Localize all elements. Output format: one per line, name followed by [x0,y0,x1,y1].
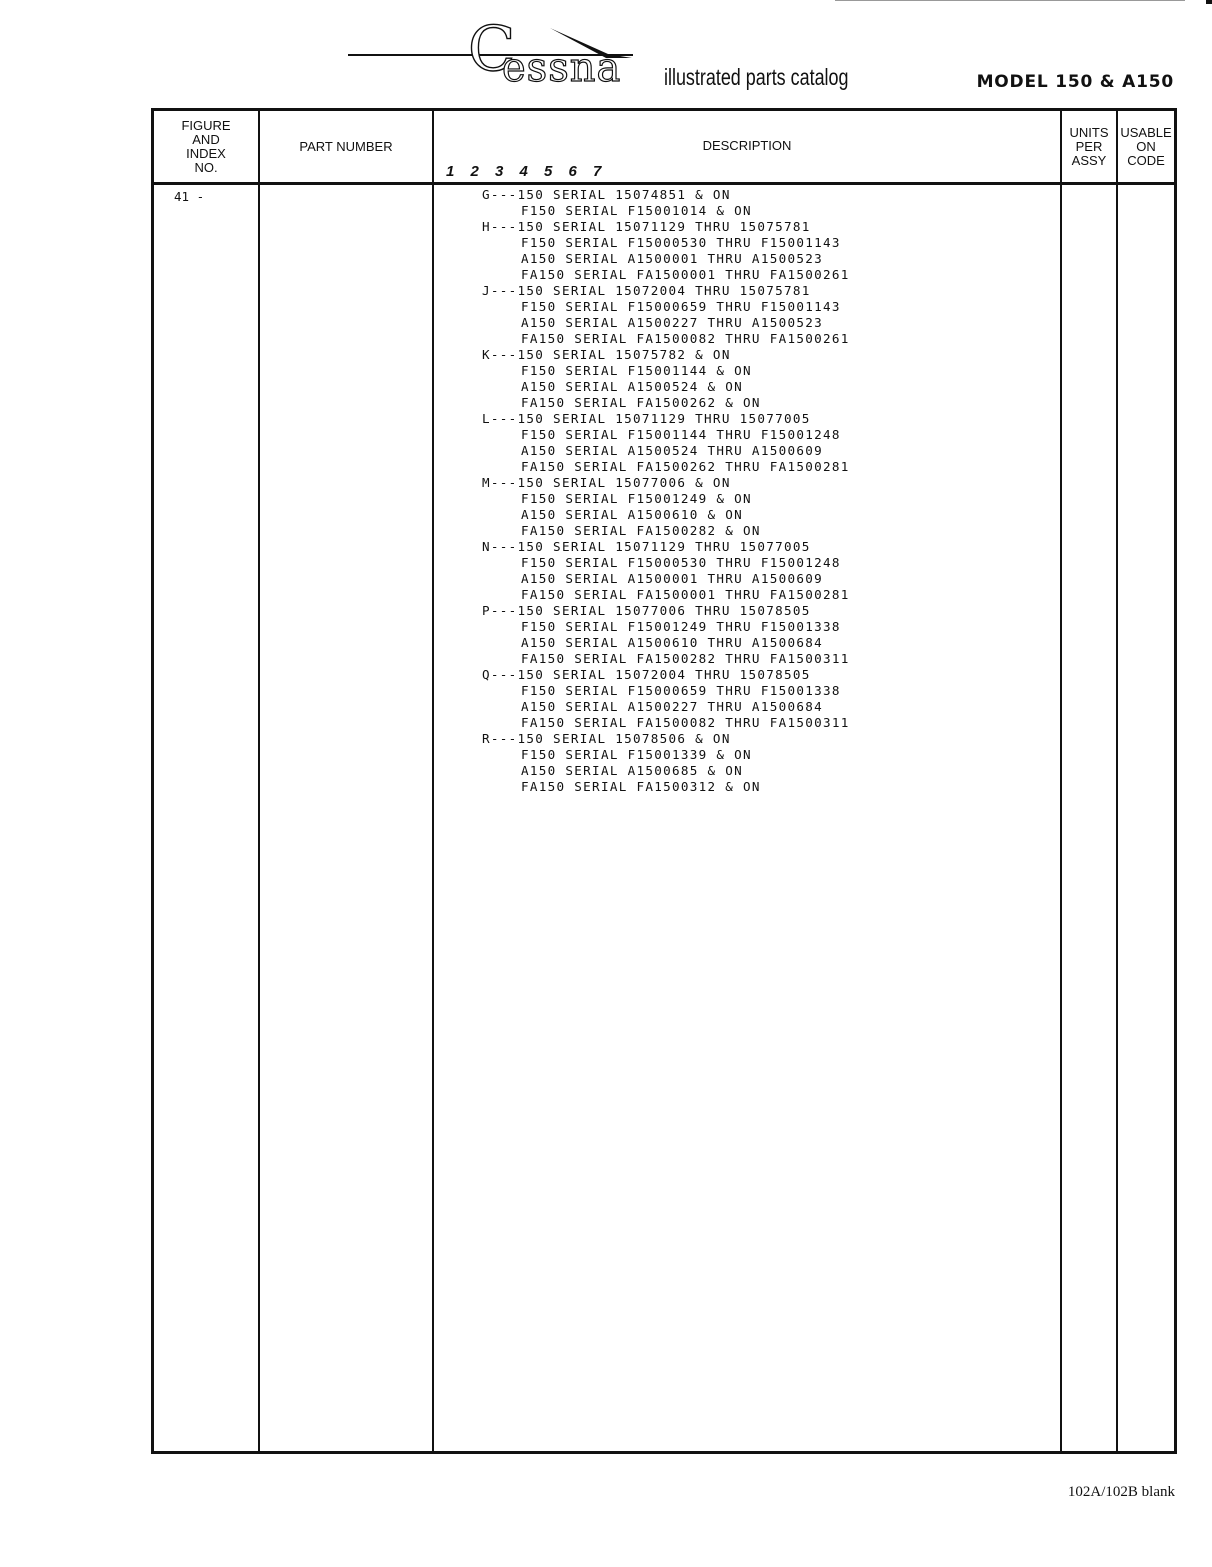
serial-range-line: F150 SERIAL F15001249 THRU F15001338 [521,619,841,634]
page-reference: 102A/102B blank [1067,1484,1175,1500]
index-number: 41 - [174,189,205,204]
serial-range-line: F150 SERIAL F15001144 & ON [521,363,752,378]
header-usable-line: CODE [1127,152,1165,168]
serial-code-line: J---150 SERIAL 15072004 THRU 15075781 [482,283,811,298]
serial-code-line: R---150 SERIAL 15078506 & ON [482,731,731,746]
header-usable-line: USABLE [1120,124,1172,140]
serial-range-line: FA150 SERIAL FA1500001 THRU FA1500261 [521,267,850,282]
header-usable-line: ON [1136,138,1156,154]
serial-range-line: A150 SERIAL A1500610 & ON [521,507,744,522]
serial-range-line: F150 SERIAL F15001249 & ON [521,491,752,506]
serial-code-line: M---150 SERIAL 15077006 & ON [482,475,731,490]
serial-range-line: FA150 SERIAL FA1500001 THRU FA1500281 [521,587,850,602]
model-label: MODEL 150 & A150 [976,72,1174,92]
serial-range-line: F150 SERIAL F15000659 THRU F15001338 [521,683,841,698]
serial-code-line: L---150 SERIAL 15071129 THRU 15077005 [482,411,811,426]
serial-range-line: F150 SERIAL F15001339 & ON [521,747,752,762]
serial-code-line: N---150 SERIAL 15071129 THRU 15077005 [482,539,811,554]
serial-range-line: A150 SERIAL A1500610 THRU A1500684 [521,635,823,650]
logo-wordmark: essna [502,45,622,91]
serial-range-line: FA150 SERIAL FA1500082 THRU FA1500261 [521,331,850,346]
cessna-logo [348,12,648,98]
column-divider [1116,111,1118,1451]
serial-code-line: H---150 SERIAL 15071129 THRU 15075781 [482,219,811,234]
serial-range-line: A150 SERIAL A1500001 THRU A1500609 [521,571,823,586]
column-divider [1060,111,1062,1451]
header-description-label: DESCRIPTION [702,138,792,153]
serial-code-line: Q---150 SERIAL 15072004 THRU 15078505 [482,667,811,682]
serial-range-line: A150 SERIAL A1500524 THRU A1500609 [521,443,823,458]
corner-mark [1206,0,1212,4]
serial-range-line: F150 SERIAL F15001014 & ON [521,203,752,218]
serial-range-line: A150 SERIAL A1500524 & ON [521,379,744,394]
serial-range-line: F150 SERIAL F15000530 THRU F15001248 [521,555,841,570]
header-part-number [260,111,432,182]
header-units-line: ASSY [1071,152,1107,168]
column-divider [432,111,434,1451]
serial-range-line: F150 SERIAL F15001144 THRU F15001248 [521,427,841,442]
logo-letter-c: C [468,12,516,85]
header-units-per-assy [1062,111,1116,182]
parts-table [151,108,1177,1454]
header-divider [154,182,1174,185]
serial-range-line: A150 SERIAL A1500685 & ON [521,763,744,778]
header-figure-line: FIGURE [181,117,231,133]
serial-range-line: FA150 SERIAL FA1500262 THRU FA1500281 [521,459,850,474]
column-divider [258,111,260,1451]
header-figure-line: NO. [194,159,218,175]
serial-range-line: FA150 SERIAL FA1500282 THRU FA1500311 [521,651,850,666]
serial-range-line: F150 SERIAL F15000530 THRU F15001143 [521,235,841,250]
serial-code-line: K---150 SERIAL 15075782 & ON [482,347,731,362]
serial-range-line: F150 SERIAL F15000659 THRU F15001143 [521,299,841,314]
serial-range-line: FA150 SERIAL FA1500282 & ON [521,523,761,538]
header-part-number-label: PART NUMBER [299,138,393,154]
serial-code-line: P---150 SERIAL 15077006 THRU 15078505 [482,603,811,618]
top-edge-rule [835,0,1185,1]
header-figure-index [154,111,258,182]
header-usable-on-code [1118,111,1174,182]
serial-range-line: A150 SERIAL A1500227 THRU A1500684 [521,699,823,714]
header-units-line: UNITS [1069,124,1109,140]
serial-range-line: FA150 SERIAL FA1500262 & ON [521,395,761,410]
serial-range-line: FA150 SERIAL FA1500082 THRU FA1500311 [521,715,850,730]
catalog-title: illustrated parts catalog [664,64,849,90]
serial-range-line: A150 SERIAL A1500001 THRU A1500523 [521,251,823,266]
header-figure-line: INDEX [186,145,226,161]
description-lines [482,187,850,795]
header-units-line: PER [1075,138,1103,154]
serial-range-line: A150 SERIAL A1500227 THRU A1500523 [521,315,823,330]
header-figure-line: AND [192,131,220,147]
serial-range-line: FA150 SERIAL FA1500312 & ON [521,779,761,794]
serial-code-line: G---150 SERIAL 15074851 & ON [482,187,731,202]
indent-level-numbers: 1 2 3 4 5 6 7 [446,163,608,180]
